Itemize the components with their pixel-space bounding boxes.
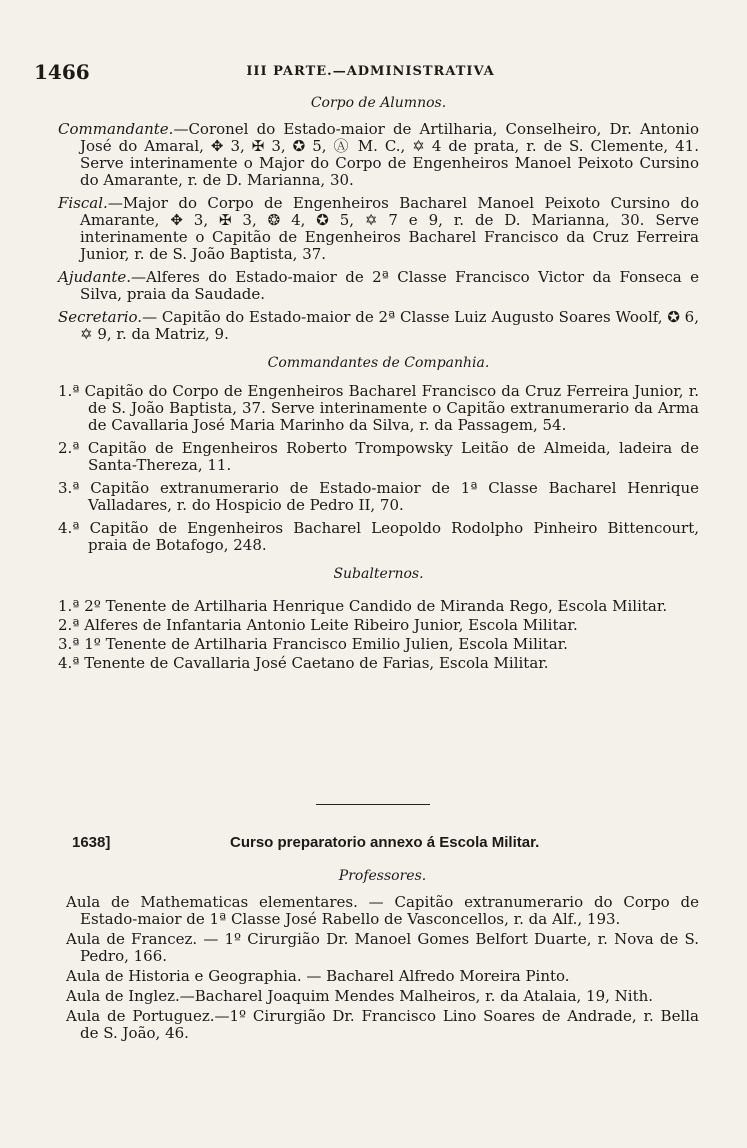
item-text: Capitão de Engenheiros Bacharel Leopoldo Rodolpho Pinheiro Bittencourt, praia de Botafogo, 248. — [88, 519, 699, 554]
section-title: Professores. — [338, 868, 427, 884]
entry-label: Fiscal. — [58, 194, 108, 212]
entry-text: — Capitão do Estado-maior de 2ª Classe Luiz Augusto Soares Woolf, ✪ 6, ✡ 9, r. da Matriz, 9. — [80, 308, 699, 343]
section-title: Commandantes de Companhia. — [267, 355, 490, 371]
page-number: 1466 — [34, 60, 90, 84]
item-number: 2.ª — [58, 616, 80, 634]
section-divider — [316, 804, 430, 805]
item-number: 1.ª — [58, 382, 80, 400]
section-title: Subalternos. — [333, 566, 424, 582]
item-number: 2.ª — [58, 439, 80, 457]
item-text: Tenente de Cavallaria José Caetano de Farias, Escola Militar. — [84, 654, 549, 672]
list-item — [58, 636, 699, 653]
item-number: 3.ª — [58, 479, 80, 497]
entry-ajudante — [58, 269, 699, 303]
list-item — [58, 383, 699, 434]
entry-label: Commandante. — [58, 120, 174, 138]
page-header — [34, 60, 707, 84]
item-text: 1º Tenente de Artilharia Francisco Emilio Julien, Escola Militar. — [84, 635, 568, 653]
item-text: Capitão extranumerario de Estado-maior de 1ª Classe Bacharel Henrique Valladares, r. do Hospicio de Pedro II, 70. — [88, 479, 699, 514]
item-text: 2º Tenente de Artilharia Henrique Candido de Miranda Rego, Escola Militar. — [84, 597, 668, 615]
entry-label: Secretario. — [58, 308, 143, 326]
list-item — [58, 655, 699, 672]
entry-commandante — [58, 121, 699, 189]
professores-section — [66, 868, 699, 1045]
entry-secretario — [58, 309, 699, 343]
item-number: 4.ª — [58, 654, 80, 672]
course-entry: Aula de Francez. — 1º Cirurgião Dr. Manoel Gomes Belfort Duarte, r. Nova de S. Pedro, 166. — [66, 930, 699, 965]
entry-text: —Coronel do Estado-maior de Artilharia, Conselheiro, Dr. Antonio José do Amaral, ✥ 3, ✠ 3, ✪ 5, Ⓐ M. C., ✡ 4 de prata, r. de S. Clemente, 41. Serve interinamente o Major do Corpo de Engenheiros Manoel Peixoto Cursino do Amarante, r. de D. Marianna, 30. — [80, 120, 699, 189]
item-text: Alferes de Infantaria Antonio Leite Ribeiro Junior, Escola Militar. — [84, 616, 578, 634]
course-title: Curso preparatorio annexo á Escola Militar. — [230, 834, 540, 851]
item-text: Capitão do Corpo de Engenheiros Bacharel Francisco da Cruz Ferreira Junior, r. de S. João Baptista, 37. Serve interinamente o Capitão extranumerario da Arma de Cavallaria José Maria Marinho da Silva, r. da Passagem, 54. — [84, 382, 700, 434]
item-text: Capitão de Engenheiros Roberto Trompowsky Leitão de Almeida, ladeira de Santa-Thereza, 11. — [87, 439, 699, 474]
course-entry: Aula de Inglez.—Bacharel Joaquim Mendes Malheiros, r. da Atalaia, 19, Nith. — [66, 987, 654, 1005]
running-title: III PARTE.—ADMINISTRATIVA — [246, 64, 495, 79]
course-entry: Aula de Portuguez.—1º Cirurgião Dr. Francisco Lino Soares de Andrade, r. Bella de S. João, 46. — [66, 1007, 699, 1042]
entry-fiscal — [58, 195, 699, 263]
list-item — [58, 520, 699, 554]
article-number: 1638] — [72, 834, 111, 851]
section-title: Corpo de Alumnos. — [310, 95, 447, 111]
list-item — [58, 598, 699, 615]
entry-text: —Alferes do Estado-maior de 2ª Classe Francisco Victor da Fonseca e Silva, praia da Saudade. — [80, 268, 699, 303]
item-number: 4.ª — [58, 519, 80, 537]
corpo-de-alumnos-section — [58, 95, 699, 674]
list-item — [58, 480, 699, 514]
entry-text: —Major do Corpo de Engenheiros Bacharel Manoel Peixoto Cursino do Amarante, ✥ 3, ✠ 3, ❂ 4, ✪ 5, ✡ 7 e 9, r. de D. Marianna, 30. Serve interinamente o Capitão de Engenheiros Bacharel Francisco da Cruz Ferreira Junior, r. de S. João Baptista, 37. — [80, 194, 699, 263]
list-item — [58, 440, 699, 474]
item-number: 1.ª — [58, 597, 80, 615]
list-item — [58, 617, 699, 634]
course-entry: Aula de Mathematicas elementares. — Capitão extranumerario do Corpo de Estado-maior de 1ª Classe José Rabello de Vasconcellos, r. da Alf., 193. — [66, 893, 699, 928]
entry-label: Ajudante. — [58, 268, 132, 286]
item-number: 3.ª — [58, 635, 80, 653]
course-entry: Aula de Historia e Geographia. — Bacharel Alfredo Moreira Pinto. — [66, 967, 570, 985]
